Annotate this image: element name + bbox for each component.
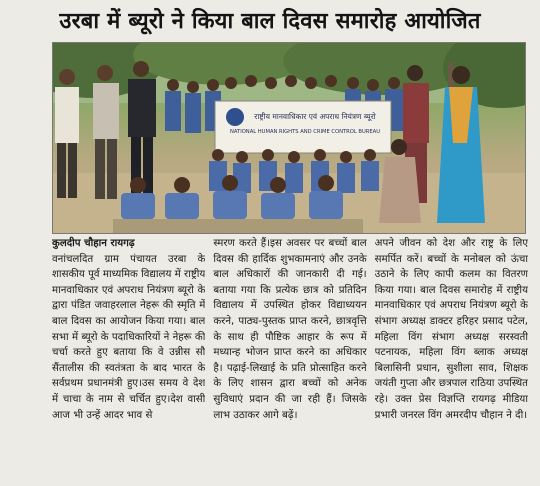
bureau-banner [215,101,391,153]
article-text-3: अपने जीवन को देश और राष्ट्र के लिए समर्पित करें। बच्चों के मनोबल को ऊंचा उठाने के लिए कापी कलम का वितरण किया गया। बाल दिवस समारोह में राष्ट्रीय मानवाधिकार एवं अपराध नियंत्रण ब्यूरो के संभाग अध्यक्ष डाक्टर हरिहर प्रसाद पटेल, महिला विंग संभाग अध्यक्ष सरस्वती पटनायक, महिला विंग ब्लाक अध्यक्ष बिलासिनी प्रधान, सुशीला साव, शिक्षक जयंती गुप्ता और छत्रपाल राठिया उपस्थित रहे। उक्त प्रेस विज्ञप्ति रायगढ़ मीडिया प्रभारी जनरल विंग अमरदीप चौहान ने दी। [374,238,528,421]
article-column-3 [375,236,528,486]
group-photo-illustration [53,43,525,233]
article-column-2 [213,236,366,486]
byline: कुलदीप चौहान रायगढ़ [52,238,135,249]
article-text-2: स्मरण करते हैं।इस अवसर पर बच्चों बाल दिवस की हार्दिक शुभकामनाएं और उनके बाल अधिकारों की जानकारी दी गई। बताया गया कि प्रत्येक छात्र को प्रतिदिन विद्यालय में उपस्थित होकर विद्याध्ययन करने, पाठ्य-पुस्तक प्राप्त करने, छात्रवृत्ति के साथ ही पौष्टिक आहार के रूप में मध्यान्ह भोजन प्राप्त करने का अधिकार है। पढ़ाई-लिखाई के प्रति प्रोत्साहित करने के लिए शासन द्वारा बच्चों को अनेक सुविधाएं प्रदान की जा रही हैं। जिसके लाभ उठाकर आगे बढ़ें। [213,238,367,421]
headline: उरबा में ब्यूरो ने किया बाल दिवस समारोह आयोजित [59,9,481,34]
banner-hindi-text: राष्ट्रीय मानवाधिकार एवं अपराध नियंत्रण ब्यूरो [254,112,376,121]
group-photo [52,42,526,234]
article-body [52,236,528,486]
article-column-1 [52,236,205,486]
article-text-1: वनांचलदित ग्राम पंचायत उरबा के शासकीय पूर्व माध्यमिक विद्यालय में राष्ट्रीय मानवाधिकार एवं अपराध नियंत्रण ब्यूरो के द्वारा पंडित जवाहरलाल नेहरू की स्मृति में बाल दिवस का आयोजन किया गया। बाल सभा में ब्यूरो के पदाधिकारियों ने नेहरू की चर्चा करते हुए बताया कि वे उन्नीस सौ सैंतालीस की स्वतंत्रता के बाद भारत के सर्वप्रथम प्रधानमंत्री हुए।उस समय वे देश में चाचा के नाम से चर्चित हुए।देश वासी आज भी उन्हें आदर भाव से [52,253,206,421]
banner-english-text: NATIONAL HUMAN RIGHTS AND CRIME CONTROL BUREAU [230,129,380,135]
